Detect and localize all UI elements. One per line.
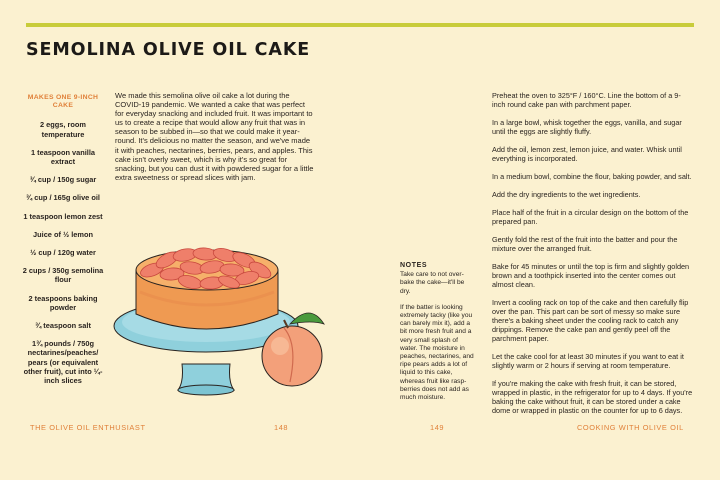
ingredient-item: ¾ teaspoon salt [35,321,91,331]
ingredient-item: 1 teaspoon lemon zest [23,211,103,221]
step-paragraph: Place half of the fruit in a circular design on the bottom of the prepared pan. [492,208,689,226]
ingredient-item: ¾ cup / 150g sugar [29,175,97,185]
step-paragraph: Add the oil, lemon zest, lemon juice, and water. Whisk until everything is incorporated. [492,145,682,163]
step-paragraph: In a medium bowl, combine the flour, baking powder, and salt. [492,172,692,181]
ingredient-item: 1 teaspoon vanilla extract [30,147,96,167]
ingredient-item: Juice of ½ lemon [33,229,93,239]
step-paragraph: If you're making the cake with fresh fruit, it can be stored, wrapped in plastic, in the refrigerator for up to 4 days. If you're baking the cake without fruit, it can be stored under a cake dome or wrapped in plastic on the counter for up to 6 days. [492,379,693,415]
ingredient-item: 2 teaspoons baking powder [28,293,98,312]
footer-book-title: THE OLIVE OIL ENTHUSIAST [30,423,146,432]
step-paragraph: Let the cake cool for at least 30 minutes if you want to eat it slightly warm or 2 hours if serving at room temperature. [492,352,684,370]
intro-paragraph: We made this semolina olive oil cake a lot during the COVID-19 pandemic. We wanted a cake that was perfect for everyday snacking and included fruit. It was important to us to create a recipe that would allow any fruit that was in season to be subbed in—so that we could make it year-round. It's delicious no matter the season, and we've made it with peaches, nectarines, berries, pears, and apples. This cake isn't overly sweet, which is why it's so great for snacking, but you can dust it with powdered sugar for a little extra sweetness or spread slices with jam. [115,91,314,182]
notes-heading: NOTES [400,262,428,269]
ingredient-item: ¾ cup / 165g olive oil [26,193,100,203]
step-paragraph: In a large bowl, whisk together the eggs, vanilla, and sugar until the eggs are slightly fluffy. [492,118,682,136]
footer-chapter-title: COOKING WITH OLIVE OIL [577,423,684,432]
method-steps [492,91,694,424]
top-rule [26,23,694,27]
step-paragraph: Add the dry ingredients to the wet ingredients. [492,190,641,199]
yield-label: MAKES ONE 9-INCH CAKE [27,94,99,110]
step-paragraph: Invert a cooling rack on top of the cake and then carefully flip over the pan. This part can be sort of messy so make sure there's a baking sheet under the cooling rack to catch any drippings. Remove the cake pan and gently peel off the parchment paper. [492,298,689,343]
ingredient-item: 1¾ pounds / 750g nectarines/peaches/ pears (or equivalent other fruit), cut into ¼-inch slices [23,339,103,386]
step-paragraph: Gently fold the rest of the fruit into the batter and pour the mixture over the arranged fruit. [492,235,678,253]
footer-page-left: 148 [274,423,289,432]
step-paragraph: Bake for 45 minutes or until the top is firm and slightly golden brown and a toothpick inserted into the center comes out almost clean. [492,262,690,289]
recipe-title: SEMOLINA OLIVE OIL CAKE [26,40,311,60]
ingredient-item: 2 eggs, room temperature [40,120,86,139]
step-paragraph: Preheat the oven to 325°F / 160°C. Line the bottom of a 9-inch round cake pan with parchment paper. [492,91,681,109]
note-paragraph: If the batter is looking extremely tacky (like you can barely mix it), add a bit more fresh fruit and a very small splash of water. The moisture in peaches, nectarines, and ripe pears adds a lot of liquid to this cake, whereas fruit like rasp-berries does not add as much moisture. [400,303,474,402]
notes-sidebar [400,262,476,410]
footer-page-right: 149 [430,423,445,432]
ingredient-item: 2 cups / 350g semolina flour [22,266,104,285]
cake-illustration [112,232,330,402]
note-paragraph: Take care to not over-bake the cake—it'll be dry. [400,271,465,295]
ingredient-item: ½ cup / 120g water [30,248,96,258]
ingredients-column [22,94,104,394]
